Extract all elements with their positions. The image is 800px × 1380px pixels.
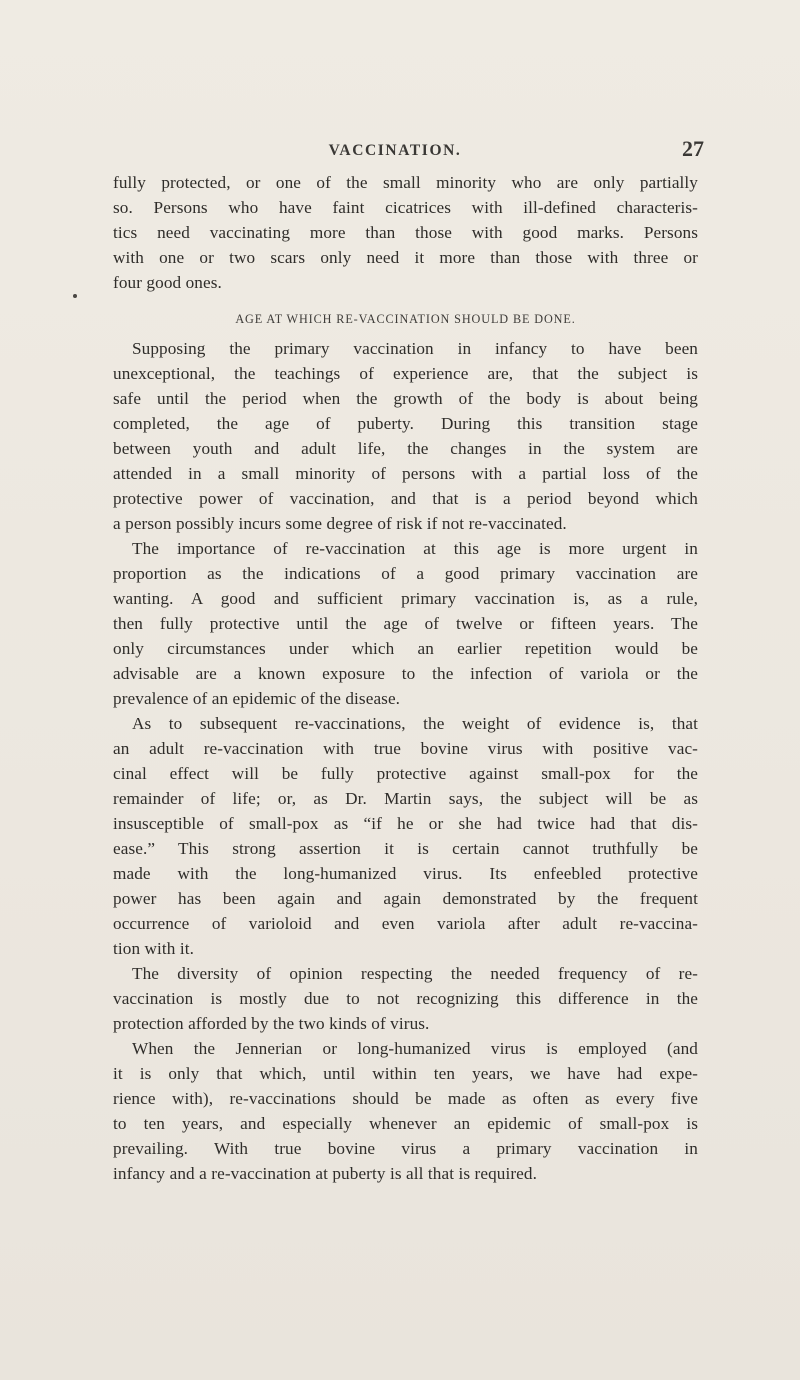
text-line: When the Jennerian or long-humanized virus is employed (and [132, 1039, 698, 1058]
text-line: four good ones. [113, 273, 222, 292]
text-line: a person possibly incurs some degree of risk if not re-vaccinated. [113, 514, 567, 533]
text-line: vaccination is mostly due to not recognizing this difference in the [113, 989, 698, 1008]
text-line: completed, the age of puberty. During this transition stage [113, 414, 698, 433]
text-line: advisable are a known exposure to the infection of variola or the [113, 664, 698, 683]
text-line: it is only that which, until within ten years, we have had expe- [113, 1064, 698, 1083]
paragraph-5 [113, 1036, 698, 1186]
text-line: tion with it. [113, 939, 195, 958]
text-line: protection afforded by the two kinds of virus. [113, 1014, 430, 1033]
text-line: only circumstances under which an earlier repetition would be [113, 639, 698, 658]
running-header [90, 136, 704, 166]
text-line: protective power of vaccination, and that is a period beyond which [113, 489, 698, 508]
text-line: insusceptible of small-pox as “if he or she had twice had that dis- [113, 814, 698, 833]
text-line: so. Persons who have faint cicatrices with ill-defined characteris- [113, 198, 698, 217]
text-line: unexceptional, the teachings of experience are, that the subject is [113, 364, 698, 383]
text-line: rience with), re-vaccinations should be made as often as every five [113, 1089, 698, 1108]
text-line: occurrence of varioloid and even variola after adult re-vaccina- [113, 914, 698, 933]
text-line: safe until the period when the growth of the body is about being [113, 389, 698, 408]
text-line: As to subsequent re-vaccinations, the weight of evidence is, that [132, 714, 698, 733]
text-line: attended in a small minority of persons with a partial loss of the [113, 464, 698, 483]
text-line: between youth and adult life, the changes in the system are [113, 439, 698, 458]
text-line: cinal effect will be fully protective against small-pox for the [113, 764, 698, 783]
text-line: ease.” This strong assertion it is certain cannot truthfully be [113, 839, 698, 858]
text-line: Supposing the primary vaccination in infancy to have been [132, 339, 698, 358]
text-line: to ten years, and especially whenever an epidemic of small-pox is [113, 1114, 698, 1133]
text-line: made with the long-humanized virus. Its enfeebled protective [113, 864, 698, 883]
text-line: infancy and a re-vaccination at puberty is all that is required. [113, 1164, 537, 1183]
paragraph-3 [113, 711, 698, 961]
paragraph-4 [113, 961, 698, 1036]
paragraph-1 [113, 336, 698, 536]
text-line: then fully protective until the age of twelve or fifteen years. The [113, 614, 698, 633]
text-line: prevailing. With true bovine virus a primary vaccination in [113, 1139, 698, 1158]
text-line: an adult re-vaccination with true bovine virus with positive vac- [113, 739, 698, 758]
paragraph-2 [113, 536, 698, 711]
opening-paragraph [113, 170, 698, 295]
text-line: wanting. A good and sufficient primary vaccination is, as a rule, [113, 589, 698, 608]
text-line: with one or two scars only need it more than those with three or [113, 248, 698, 267]
text-line: power has been again and again demonstrated by the frequent [113, 889, 698, 908]
text-line: tics need vaccinating more than those with good marks. Persons [113, 223, 698, 242]
margin-mark [73, 294, 77, 298]
text-line: The importance of re-vaccination at this age is more urgent in [132, 539, 698, 558]
text-line: remainder of life; or, as Dr. Martin says, the subject will be as [113, 789, 698, 808]
text-line: proportion as the indications of a good primary vaccination are [113, 564, 698, 583]
page-number: 27 [682, 136, 704, 161]
section-heading: AGE AT WHICH RE-VACCINATION SHOULD BE DONE. [235, 312, 576, 326]
body-text [113, 170, 698, 1186]
text-line: prevalence of an epidemic of the disease. [113, 689, 401, 708]
text-line: The diversity of opinion respecting the needed frequency of re- [132, 964, 698, 983]
text-line: fully protected, or one of the small minority who are only partially [113, 173, 698, 192]
running-title: VACCINATION. [328, 142, 462, 159]
